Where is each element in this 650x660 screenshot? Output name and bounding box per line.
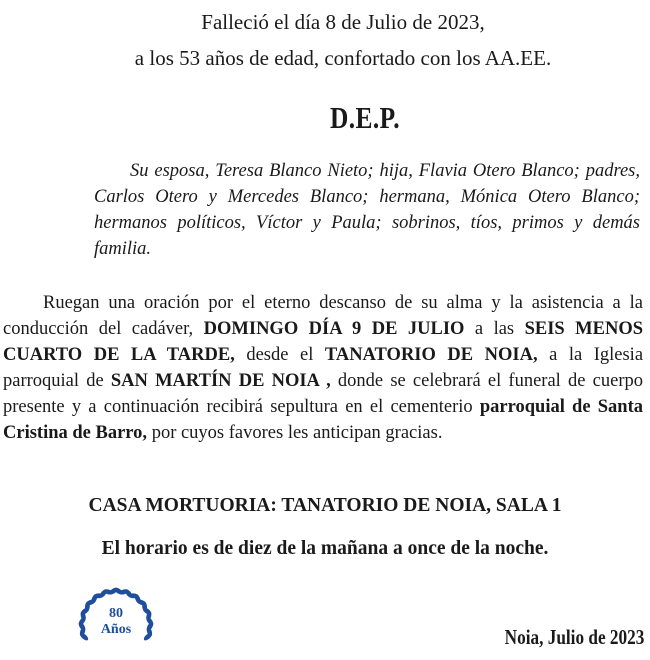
body-time: SEIS MENOS CUARTO DE LA TARDE, [3,319,644,365]
body-text-6: por cuyos favores les anticipan gracias. [151,423,443,443]
body-date: DOMINGO DÍA 9 DE JULIO [203,319,465,339]
casa-mortuoria-line: CASA MORTUORIA: TANATORIO DE NOIA, SALA 1 [88,495,562,516]
body-text-3: desde el [246,345,314,365]
family-text: Su esposa, Teresa Blanco Nieto; hija, Flavia Otero Blanco; padres, Carlos Otero y Mercedes Blanco; hermana, Mónica Otero Blanco; hermanos políticos, Víctor y Paula; sobrinos, tíos, primos y demás familia. [94,161,640,259]
place-date: Noia, Julio de 2023 [504,625,644,649]
body-text-4: a la Iglesia parroquial de [3,345,644,391]
seal-label: Años [100,622,132,637]
age-line: a los 53 años de edad, confortado con los AA.EE. [134,46,552,70]
seal-number: 80 [109,606,123,621]
dep-heading: D.E.P. [329,100,401,135]
ceremony-paragraph [3,290,643,446]
body-text-1: Ruegan una oración por el eterno descanso de su alma y la asistencia a la conducción del cadáver, [3,293,643,339]
horario-line: El horario es de diez de la mañana a once de la noche. [101,538,549,559]
body-church: SAN MARTÍN DE NOIA , [110,371,331,391]
death-date-line: Falleció el día 8 de Julio de 2023, [201,10,485,34]
body-tanatorio: TANATORIO DE NOIA, [324,345,538,365]
anniversary-seal-logo [72,585,172,660]
body-text-5: donde se celebrará el funeral de cuerpo presente y a continuación recibirá sepultura en el cementerio [3,371,644,417]
body-text-2: a las [474,319,515,339]
family-paragraph [94,158,640,262]
body-cemetery: parroquial de Santa Cristina de Barro, [3,397,644,443]
